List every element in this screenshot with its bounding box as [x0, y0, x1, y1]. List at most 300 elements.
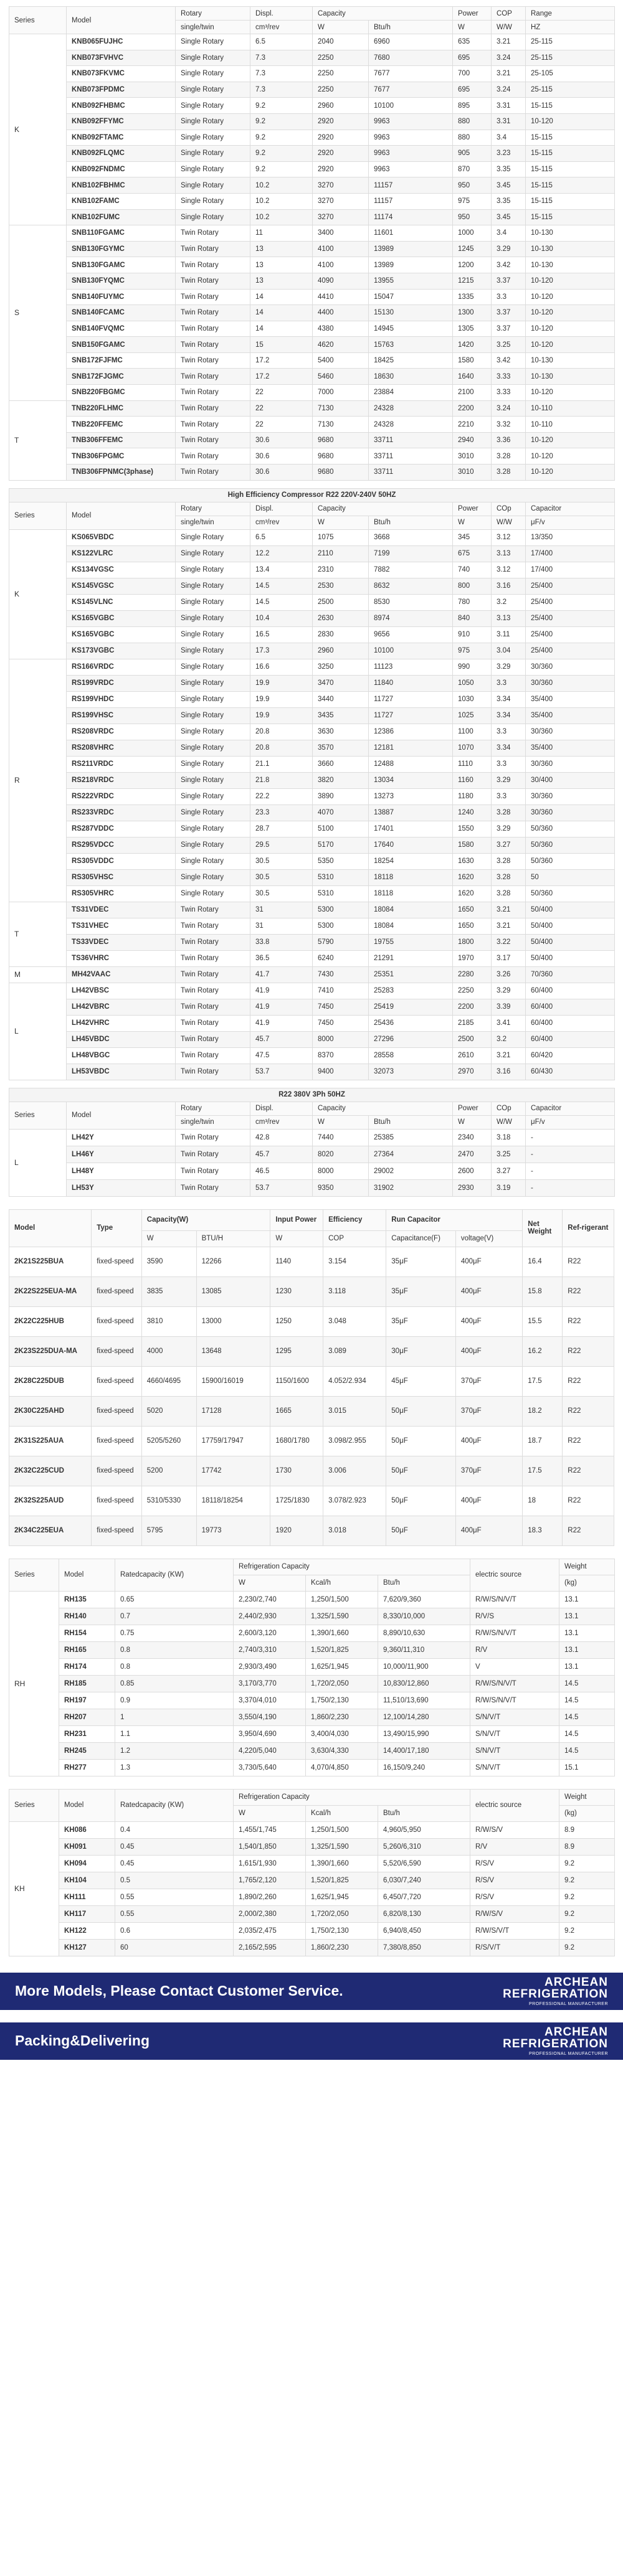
- table-row: [9, 1591, 615, 1608]
- table-cell: 3.31: [492, 113, 526, 130]
- table-cell: 1,250/1,500: [306, 1821, 378, 1838]
- table-cell: 2940: [453, 432, 492, 448]
- table-cell: 15.8: [523, 1276, 563, 1306]
- table-cell: 22: [250, 417, 313, 433]
- header-unit: (kg): [559, 1805, 615, 1821]
- table-row: [9, 1725, 615, 1742]
- table-cell: 7,620/9,360: [378, 1591, 470, 1608]
- table-cell: 60/400: [526, 1015, 615, 1031]
- table-row: [9, 225, 615, 242]
- table-cell: S/N/V/T: [470, 1742, 559, 1759]
- table-cell: 870: [453, 161, 492, 177]
- table-cell: 3.04: [492, 643, 526, 659]
- table-cell: 3.21: [492, 66, 526, 82]
- table-cell: fixed-speed: [92, 1306, 142, 1336]
- header-unit: Btu/h: [369, 21, 453, 34]
- table-cell: 3.11: [492, 626, 526, 643]
- table-cell: 18425: [369, 352, 453, 369]
- table-cell: 0.6: [115, 1922, 234, 1939]
- table-row: [9, 98, 615, 114]
- table-cell: 1: [115, 1709, 234, 1725]
- table-cell: 2930: [453, 1179, 492, 1196]
- table-cell: 30/360: [526, 788, 615, 804]
- table-cell: 13.1: [559, 1608, 615, 1625]
- model-name: 2K32S225AUD: [9, 1486, 92, 1516]
- table-cell: 3.28: [492, 885, 526, 902]
- table-cell: 1650: [453, 918, 492, 934]
- table-cell: 2185: [453, 1015, 492, 1031]
- table-row: [9, 545, 615, 562]
- table-cell: 3668: [369, 529, 453, 545]
- table-cell: Single Rotary: [176, 82, 250, 98]
- header-unit: Kcal/h: [306, 1575, 378, 1591]
- spec-table: [9, 6, 615, 481]
- table-cell: 2,440/2,930: [234, 1608, 306, 1625]
- table-cell: 5790: [313, 934, 369, 950]
- table-cell: 3270: [313, 177, 369, 194]
- table-cell: 1200: [453, 257, 492, 273]
- table-cell: 3630: [313, 724, 369, 740]
- table-cell: 7450: [313, 999, 369, 1015]
- table-cell: 3.29: [492, 659, 526, 675]
- table-cell: Twin Rotary: [176, 369, 250, 385]
- table-cell: 60/420: [526, 1047, 615, 1064]
- model-name: RS218VRDC: [67, 772, 176, 788]
- table-cell: 7450: [313, 1015, 369, 1031]
- table-cell: 2,165/2,595: [234, 1939, 306, 1956]
- table-cell: Twin Rotary: [176, 1146, 250, 1163]
- table-cell: 3.29: [492, 983, 526, 999]
- table-cell: 25385: [369, 1129, 453, 1146]
- table-cell: 3.4: [492, 130, 526, 146]
- table-cell: 16.5: [250, 626, 313, 643]
- table-cell: 1580: [453, 352, 492, 369]
- series-label: M: [9, 966, 67, 983]
- table-cell: 10-130: [526, 369, 615, 385]
- table-cell: 25283: [369, 983, 453, 999]
- table-row: [9, 869, 615, 885]
- table-cell: 13000: [196, 1306, 270, 1336]
- table-cell: 20.8: [250, 724, 313, 740]
- table-cell: Single Rotary: [176, 821, 250, 837]
- model-name: 2K30C225AHD: [9, 1396, 92, 1426]
- table-cell: 3.33: [492, 385, 526, 401]
- table-cell: 10,000/11,900: [378, 1658, 470, 1675]
- table-cell: Single Rotary: [176, 659, 250, 675]
- model-name: MH42VAAC: [67, 966, 176, 983]
- table-row: [9, 950, 615, 966]
- table-cell: Single Rotary: [176, 756, 250, 772]
- table-cell: 14.5: [559, 1709, 615, 1725]
- table-row: [9, 193, 615, 209]
- table-cell: 5460: [313, 369, 369, 385]
- table-row: [9, 273, 615, 289]
- table-cell: 17.2: [250, 352, 313, 369]
- table-cell: 17.3: [250, 643, 313, 659]
- table-cell: 8974: [369, 610, 453, 626]
- table-cell: 2100: [453, 385, 492, 401]
- table-cell: 3.25: [492, 1146, 526, 1163]
- table-title: R22 380V 3Ph 50HZ: [9, 1088, 615, 1102]
- model-name: KS122VLRC: [67, 545, 176, 562]
- table-cell: 0.8: [115, 1641, 234, 1658]
- model-name: RS211VRDC: [67, 756, 176, 772]
- table-cell: 12181: [369, 740, 453, 756]
- table-cell: 400μF: [455, 1336, 522, 1366]
- header-cop: COP: [492, 7, 526, 21]
- table-cell: 2,035/2,475: [234, 1922, 306, 1939]
- table-cell: Single Rotary: [176, 66, 250, 82]
- table-cell: 8000: [313, 1163, 369, 1179]
- table-cell: 3.154: [323, 1247, 386, 1276]
- table-cell: 1800: [453, 934, 492, 950]
- table-cell: 3.21: [492, 1047, 526, 1064]
- table-cell: 7130: [313, 417, 369, 433]
- header-series: Series: [9, 502, 67, 529]
- table-cell: 30μF: [386, 1336, 456, 1366]
- table-row: [9, 724, 615, 740]
- table-cell: R/W/S/N/V/T: [470, 1675, 559, 1692]
- table-cell: fixed-speed: [92, 1516, 142, 1545]
- model-name: KNB092FTAMC: [67, 130, 176, 146]
- table-cell: 3.28: [492, 869, 526, 885]
- table-cell: 9680: [313, 465, 369, 481]
- table-cell: 30/360: [526, 724, 615, 740]
- header-unit: Btu/h: [369, 516, 453, 529]
- table-cell: 11,510/13,690: [378, 1692, 470, 1709]
- table-cell: 1,625/1,945: [306, 1658, 378, 1675]
- table-cell: 50/400: [526, 950, 615, 966]
- table-cell: 30.5: [250, 869, 313, 885]
- header-rated-capacity: Ratedcapacity (KW): [115, 1789, 234, 1821]
- table-cell: 19773: [196, 1516, 270, 1545]
- table-cell: 10-120: [526, 337, 615, 353]
- table-cell: 41.9: [250, 1015, 313, 1031]
- table-cell: 10.2: [250, 177, 313, 194]
- table-cell: 4660/4695: [141, 1366, 196, 1396]
- table-row: [9, 1675, 615, 1692]
- table-cell: 3.3: [492, 289, 526, 305]
- table-cell: 22: [250, 385, 313, 401]
- table-row: [9, 1064, 615, 1080]
- table-cell: Single Rotary: [176, 34, 250, 50]
- table-cell: 46.5: [250, 1163, 313, 1179]
- table-cell: 10-120: [526, 385, 615, 401]
- table-cell: 0.9: [115, 1692, 234, 1709]
- table-cell: 1665: [270, 1396, 323, 1426]
- rh-kh-spec-table: [9, 1789, 615, 1956]
- table-cell: 9963: [369, 113, 453, 130]
- table-row: [9, 1247, 614, 1276]
- table-cell: 3.4: [492, 225, 526, 242]
- table-cell: 3.118: [323, 1276, 386, 1306]
- model-name: KH104: [59, 1872, 115, 1889]
- table-row: [9, 289, 615, 305]
- model-name: TNB220FLHMC: [67, 400, 176, 417]
- table-cell: 11157: [369, 177, 453, 194]
- table-cell: 50/360: [526, 837, 615, 853]
- table-cell: 13273: [369, 788, 453, 804]
- table-cell: 15-115: [526, 193, 615, 209]
- table-cell: 3,170/3,770: [234, 1675, 306, 1692]
- table-cell: 3.24: [492, 50, 526, 66]
- table-cell: 13085: [196, 1276, 270, 1306]
- table-cell: 35/400: [526, 691, 615, 707]
- table-cell: 3.34: [492, 740, 526, 756]
- header-range: Capacitor: [526, 502, 615, 516]
- header-run-capacitor: Run Capacitor: [386, 1209, 523, 1230]
- spec-table: [9, 1088, 615, 1197]
- header-power: Power: [453, 502, 492, 516]
- table-cell: 29.5: [250, 837, 313, 853]
- table-cell: Single Rotary: [176, 177, 250, 194]
- table-cell: 3,550/4,190: [234, 1709, 306, 1725]
- table-row: [9, 804, 615, 821]
- model-name: SNB172FJFMC: [67, 352, 176, 369]
- table-cell: 10-120: [526, 289, 615, 305]
- table-cell: R/W/S/V/T: [470, 1922, 559, 1939]
- table-cell: 370μF: [455, 1456, 522, 1486]
- table-cell: 15.1: [559, 1759, 615, 1776]
- table-cell: 3.39: [492, 999, 526, 1015]
- table-cell: 30/400: [526, 772, 615, 788]
- table-cell: 10-130: [526, 352, 615, 369]
- table-cell: R22: [563, 1336, 614, 1366]
- header-unit: W: [453, 516, 492, 529]
- header-unit: W: [234, 1575, 306, 1591]
- table-cell: 13: [250, 273, 313, 289]
- model-name: RH135: [59, 1591, 115, 1608]
- table-cell: 22: [250, 400, 313, 417]
- model-name: SNB150FGAMC: [67, 337, 176, 353]
- model-name: RH197: [59, 1692, 115, 1709]
- table-cell: 2250: [453, 983, 492, 999]
- table-cell: 3.29: [492, 241, 526, 257]
- table-cell: 1680/1780: [270, 1426, 323, 1456]
- table-cell: Single Rotary: [176, 545, 250, 562]
- header-cop: COp: [492, 1102, 526, 1115]
- table-row: [9, 626, 615, 643]
- model-name: LH42VBSC: [67, 983, 176, 999]
- table-cell: 400μF: [455, 1247, 522, 1276]
- model-name: TNB306FPNMC(3phase): [67, 465, 176, 481]
- table-cell: Twin Rotary: [176, 1064, 250, 1080]
- table-cell: 18118/18254: [196, 1486, 270, 1516]
- table-cell: 3.3: [492, 756, 526, 772]
- table-cell: 1240: [453, 804, 492, 821]
- table-cell: 3.3: [492, 675, 526, 691]
- table-cell: 12266: [196, 1247, 270, 1276]
- model-name: KNB102FUMC: [67, 209, 176, 225]
- table-cell: Twin Rotary: [176, 337, 250, 353]
- table-row: [9, 161, 615, 177]
- table-cell: 2280: [453, 966, 492, 983]
- table-cell: 3.32: [492, 417, 526, 433]
- header-series: Series: [9, 1559, 59, 1591]
- table-cell: 7440: [313, 1129, 369, 1146]
- table-cell: 21.8: [250, 772, 313, 788]
- table-cell: 11727: [369, 691, 453, 707]
- table-cell: 975: [453, 643, 492, 659]
- table-cell: 4,070/4,850: [306, 1759, 378, 1776]
- table-cell: 9.2: [559, 1872, 615, 1889]
- table-cell: 21291: [369, 950, 453, 966]
- 2k-spec-table: [9, 1209, 614, 1546]
- table-cell: 3.16: [492, 1064, 526, 1080]
- header-input-power: Input Power: [270, 1209, 323, 1230]
- table-cell: 3.29: [492, 821, 526, 837]
- table-cell: 13: [250, 257, 313, 273]
- table-cell: 1230: [270, 1276, 323, 1306]
- table-cell: Single Rotary: [176, 853, 250, 869]
- model-name: KS145VGSC: [67, 578, 176, 594]
- table-cell: 1630: [453, 853, 492, 869]
- table-cell: 3,630/4,330: [306, 1742, 378, 1759]
- table-cell: 635: [453, 34, 492, 50]
- model-name: KH127: [59, 1939, 115, 1956]
- table-cell: 0.65: [115, 1591, 234, 1608]
- table-cell: -: [526, 1163, 615, 1179]
- model-name: RH185: [59, 1675, 115, 1692]
- table-cell: 2310: [313, 562, 369, 578]
- table-cell: 4100: [313, 241, 369, 257]
- table-cell: 3.22: [492, 934, 526, 950]
- table-cell: Single Rotary: [176, 691, 250, 707]
- table-cell: 2530: [313, 578, 369, 594]
- table-cell: 53.7: [250, 1064, 313, 1080]
- header-model: Model: [67, 1102, 176, 1129]
- table-cell: 3.3: [492, 724, 526, 740]
- model-name: RH245: [59, 1742, 115, 1759]
- table-row: [9, 1838, 615, 1855]
- model-name: LH42VHRC: [67, 1015, 176, 1031]
- table-cell: Single Rotary: [176, 594, 250, 610]
- table-cell: 1,455/1,745: [234, 1821, 306, 1838]
- table-cell: 23.3: [250, 804, 313, 821]
- table-row: [9, 1426, 614, 1456]
- table-row: [9, 66, 615, 82]
- table-cell: 15-115: [526, 177, 615, 194]
- table-cell: 11601: [369, 225, 453, 242]
- table-cell: 17.2: [250, 369, 313, 385]
- header-unit: BTU/H: [196, 1230, 270, 1247]
- table-row: [9, 305, 615, 321]
- table-cell: 3.36: [492, 432, 526, 448]
- table-cell: 2920: [313, 113, 369, 130]
- table-cell: 9.2: [250, 113, 313, 130]
- table-cell: 13887: [369, 804, 453, 821]
- series-label: KH: [9, 1821, 59, 1956]
- table-cell: 10-110: [526, 400, 615, 417]
- table-cell: 11157: [369, 193, 453, 209]
- table-row: [9, 177, 615, 194]
- table-cell: 400μF: [455, 1306, 522, 1336]
- table-row: [9, 740, 615, 756]
- table-cell: fixed-speed: [92, 1276, 142, 1306]
- table-cell: 7,380/8,850: [378, 1939, 470, 1956]
- table-cell: 25-115: [526, 82, 615, 98]
- series-label: T: [9, 400, 67, 480]
- table-cell: Twin Rotary: [176, 432, 250, 448]
- table-cell: 18.7: [523, 1426, 563, 1456]
- header-displ: Displ.: [250, 1102, 313, 1115]
- table-cell: R/S/V/T: [470, 1939, 559, 1956]
- table-cell: 1,750/2,130: [306, 1692, 378, 1709]
- table-cell: 3,400/4,030: [306, 1725, 378, 1742]
- model-name: RS199VRDC: [67, 675, 176, 691]
- brand-logo: [503, 1976, 608, 2006]
- table-cell: Single Rotary: [176, 529, 250, 545]
- table-row: [9, 352, 615, 369]
- table-cell: 17.5: [523, 1366, 563, 1396]
- table-cell: 840: [453, 610, 492, 626]
- table-row: [9, 934, 615, 950]
- model-name: RS287VDDC: [67, 821, 176, 837]
- table-row: [9, 50, 615, 66]
- table-title: High Efficiency Compressor R22 220V-240V 50HZ: [9, 488, 615, 502]
- table-cell: 9.2: [559, 1905, 615, 1922]
- table-cell: 25/400: [526, 643, 615, 659]
- table-cell: 53.7: [250, 1179, 313, 1196]
- header-unit: single/twin: [176, 516, 250, 529]
- table-cell: 1295: [270, 1336, 323, 1366]
- table-cell: Single Rotary: [176, 193, 250, 209]
- table-row: [9, 594, 615, 610]
- table-cell: 3.24: [492, 82, 526, 98]
- table-cell: 7000: [313, 385, 369, 401]
- table-row: [9, 999, 615, 1015]
- table-cell: 9.2: [250, 130, 313, 146]
- table-cell: fixed-speed: [92, 1486, 142, 1516]
- table-cell: 1025: [453, 707, 492, 724]
- header-unit: cm³/rev: [250, 21, 313, 34]
- table-cell: 1,520/1,825: [306, 1872, 378, 1889]
- rh-kh-spec-table: [9, 1559, 615, 1776]
- table-cell: 8632: [369, 578, 453, 594]
- table-row: [9, 130, 615, 146]
- table-row: [9, 448, 615, 465]
- table-cell: 25419: [369, 999, 453, 1015]
- table-cell: 0.5: [115, 1872, 234, 1889]
- header-capacity: Capacity(W): [141, 1209, 270, 1230]
- table-cell: 3.37: [492, 273, 526, 289]
- table-cell: 35μF: [386, 1306, 456, 1336]
- model-name: LH48Y: [67, 1163, 176, 1179]
- table-row: [9, 1821, 615, 1838]
- table-row: [9, 578, 615, 594]
- model-name: LH53Y: [67, 1179, 176, 1196]
- header-weight: Weight: [559, 1559, 615, 1575]
- table-cell: Twin Rotary: [176, 918, 250, 934]
- model-name: TNB220FFEMC: [67, 417, 176, 433]
- model-name: KS145VLNC: [67, 594, 176, 610]
- table-cell: 17640: [369, 837, 453, 853]
- table-cell: 1140: [270, 1247, 323, 1276]
- table-cell: Twin Rotary: [176, 321, 250, 337]
- table-cell: 9680: [313, 448, 369, 465]
- table-cell: 3.098/2.955: [323, 1426, 386, 1456]
- table-cell: 2210: [453, 417, 492, 433]
- header-capacity: Capacity: [313, 502, 453, 516]
- table-cell: 1620: [453, 885, 492, 902]
- table-cell: 14: [250, 305, 313, 321]
- table-cell: 3.35: [492, 193, 526, 209]
- table-cell: 3.28: [492, 448, 526, 465]
- table-cell: 0.55: [115, 1889, 234, 1905]
- table-row: [9, 675, 615, 691]
- table-cell: 15900/16019: [196, 1366, 270, 1396]
- table-cell: 15-115: [526, 146, 615, 162]
